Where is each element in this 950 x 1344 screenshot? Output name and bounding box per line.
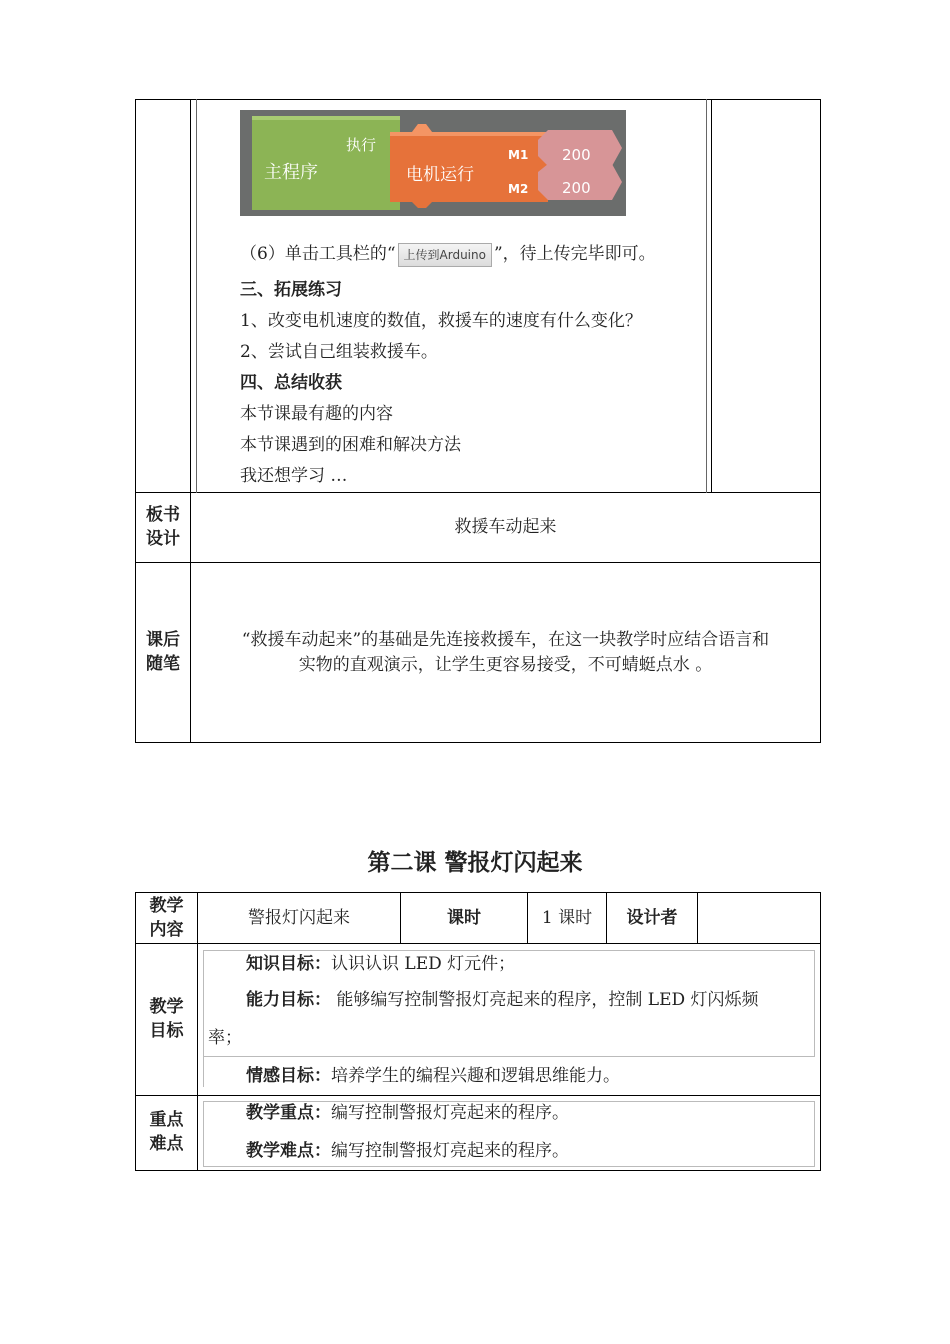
summary-item-2: 本节课遇到的困难和解决方法 xyxy=(240,435,461,455)
difficult-point-label: 教学难点： xyxy=(246,1141,331,1161)
period-value: 1 课时 xyxy=(541,908,593,928)
motor-run-label: 电机运行 xyxy=(406,165,474,185)
reflection-line-2: 实物的直观演示，让学生更容易接受，不可蜻蜓点水 。 xyxy=(298,655,713,675)
summary-item-1: 本节课最有趣的内容 xyxy=(240,404,393,424)
key-point-text: 编写控制警报灯亮起来的程序。 xyxy=(331,1103,569,1123)
upload-arduino-button-image: 上传到Arduino xyxy=(398,243,492,267)
board-design-content: 救援车动起来 xyxy=(454,517,557,537)
m1-label: M1 xyxy=(508,148,529,162)
extension-item-2: 2、尝试自己组装救援车。 xyxy=(240,342,438,362)
knowledge-goal xyxy=(246,954,515,974)
emotion-goal-text: 培养学生的编程兴趣和逻辑思维能力。 xyxy=(331,1066,620,1086)
teaching-content-value: 警报灯闪起来 xyxy=(248,908,350,928)
ability-goal-cont: 率； xyxy=(208,1028,242,1048)
m2-value: 200 xyxy=(562,179,591,197)
step6-suffix: ”，待上传完毕即可。 xyxy=(493,244,656,264)
ability-goal xyxy=(246,990,759,1010)
step6-line xyxy=(240,242,656,267)
reflection-label: 课后 随笔 xyxy=(146,630,180,674)
exec-label: 执行 xyxy=(346,136,377,154)
extension-item-1: 1、改变电机速度的数值，救援车的速度有什么变化？ xyxy=(240,311,642,331)
step6-prefix: （6）单击工具栏的“ xyxy=(240,244,396,264)
summary-heading: 四、总结收获 xyxy=(240,373,342,393)
teaching-content-label: 教学 内容 xyxy=(149,896,184,940)
key-difficult-label: 重点 难点 xyxy=(149,1110,184,1154)
extension-heading: 三、拓展练习 xyxy=(240,280,342,300)
ability-goal-label: 能力目标： xyxy=(246,990,331,1010)
emotion-goal-label: 情感目标： xyxy=(246,1066,331,1086)
difficult-point xyxy=(246,1141,569,1161)
block-program-image xyxy=(240,110,626,216)
knowledge-goal-label: 知识目标： xyxy=(246,954,331,974)
lesson2-title: 第二课 警报灯闪起来 xyxy=(367,850,583,876)
period-label: 课时 xyxy=(447,908,481,928)
main-program-label: 主程序 xyxy=(264,162,318,183)
difficult-point-text: 编写控制警报灯亮起来的程序。 xyxy=(331,1141,569,1161)
teaching-goals-label: 教学 目标 xyxy=(149,997,184,1041)
key-point-label: 教学重点： xyxy=(246,1103,331,1123)
reflection-line-1: “救援车动起来”的基础是先连接救援车，在这一块教学时应结合语言和 xyxy=(241,630,770,650)
key-point xyxy=(246,1103,569,1123)
knowledge-goal-text: 认识认识 LED 灯元件； xyxy=(331,954,516,974)
emotion-goal xyxy=(246,1066,620,1086)
board-design-label: 板书 设计 xyxy=(146,505,180,549)
summary-item-3: 我还想学习 … xyxy=(240,466,348,486)
designer-label: 设计者 xyxy=(626,908,678,928)
m1-value: 200 xyxy=(562,146,591,164)
m2-label: M2 xyxy=(508,182,529,196)
ability-goal-text: 能够编写控制警报灯亮起来的程序，控制 LED 灯闪烁频 xyxy=(331,990,759,1010)
